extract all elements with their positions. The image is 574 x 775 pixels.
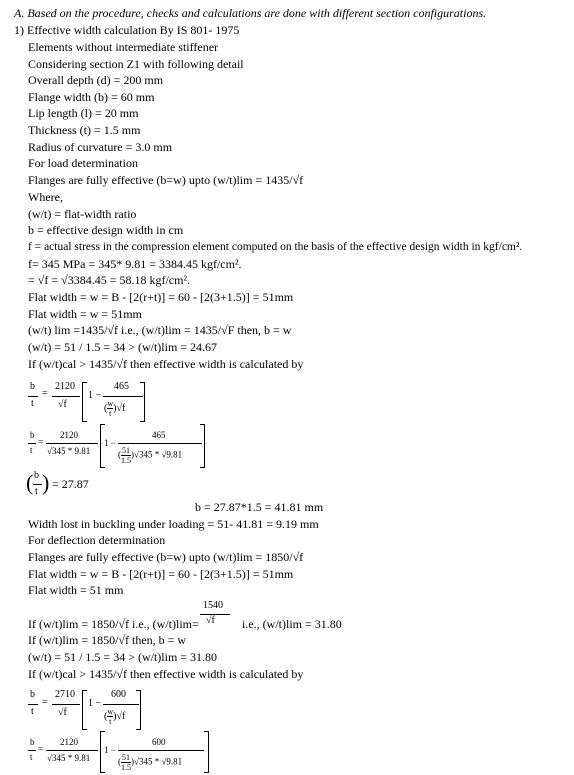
text-line: Lip length (l) = 20 mm [28,106,139,120]
formula-b: b [30,381,35,392]
text-line: b = 27.87*1.5 = 41.81 mm [195,500,324,514]
formula-num: 2120 [60,430,78,440]
formula-den: √f [58,399,67,410]
text-line: For load determination [28,156,138,170]
text-line: If (w/t)cal > 1435/√f then effective width is calculated by [28,357,304,371]
formula-num: 2710 [55,689,75,700]
text-line: i.e., (w/t)lim = 31.80 [242,617,342,631]
text-line: (w/t) = 51 / 1.5 = 34 > (w/t)lim = 24.67 [28,340,218,354]
subsection-heading: 1) Effective width calculation By IS 801- 1975 [14,23,240,37]
text-line: Thickness (t) = 1.5 mm [28,123,141,137]
text-line: Where, [28,190,63,204]
result-value: = 27.87 [52,477,89,491]
text-line: Flat width = w = B - [2(r+t)] = 60 - [2(3+1.5)] = 51mm [28,567,294,581]
text-line: If (w/t)cal > 1435/√f then effective width is calculated by [28,667,304,681]
fraction-num: 1540 [203,600,223,611]
fraction-den: √f [206,615,215,626]
formula-den: √345 * 9.81 [47,446,91,456]
formula-den: √345 * 9.81 [47,753,91,763]
text-line: f= 345 MPa = 345* 9.81 = 3384.45 kgf/cm². [28,257,242,271]
text-line: Flat width = 51 mm [28,583,124,597]
text-line: Overall depth (d) = 200 mm [28,73,164,87]
text-line: Flat width = w = 51mm [28,307,142,321]
formula-num: 2120 [60,737,78,747]
text-line: (w/t) lim =1435/√f i.e., (w/t)lim = 1435/√F then, b = w [28,323,292,337]
formula-inner-num: 600 [111,689,126,700]
text-line: Flange width (b) = 60 mm [28,90,155,104]
text-line: For deflection determination [28,533,166,547]
text-line: f = actual stress in the compression element computed on the basis of the effective design width in kgf/cm². [28,241,523,253]
text-line: If (w/t)lim = 1850/√f then, b = w [28,633,187,647]
text-line: Radius of curvature = 3.0 mm [28,140,173,154]
formula-inner-num: 600 [152,737,166,747]
text-line: Flat width = w = B - [2(r+t)] = 60 - [2(3+1.5)] = 51mm [28,290,294,304]
text-line: Elements without intermediate stiffener [28,40,219,54]
text-line: (w/t) = flat-width ratio [28,207,137,221]
formula-num: 2120 [55,381,75,392]
formula-inner-num: 465 [152,430,166,440]
text-line: If (w/t)lim = 1850/√f i.e., (w/t)lim= [28,617,199,631]
formula-t: t [31,398,34,409]
text-line: = √f = √3384.45 = 58.18 kgf/cm². [28,273,191,287]
text-line: Considering section Z1 with following detail [28,57,244,71]
formula-den: √f [58,707,67,718]
text-line: (w/t) = 51 / 1.5 = 34 > (w/t)lim = 31.80 [28,650,218,664]
text-line: b = effective design width in cm [28,223,184,237]
text-line: Flanges are fully effective (b=w) upto (w/t)lim = 1435/√f [28,173,304,187]
formula-one: 1 − [88,390,102,401]
text-line: Width lost in buckling under loading = 51- 41.81 = 9.19 mm [28,517,319,531]
formula-inner-num: 465 [114,381,129,392]
text-line: Flanges are fully effective (b=w) upto (w/t)lim = 1850/√f [28,550,304,564]
section-heading: A. Based on the procedure, checks and calculations are done with different section configurations. [14,6,487,20]
